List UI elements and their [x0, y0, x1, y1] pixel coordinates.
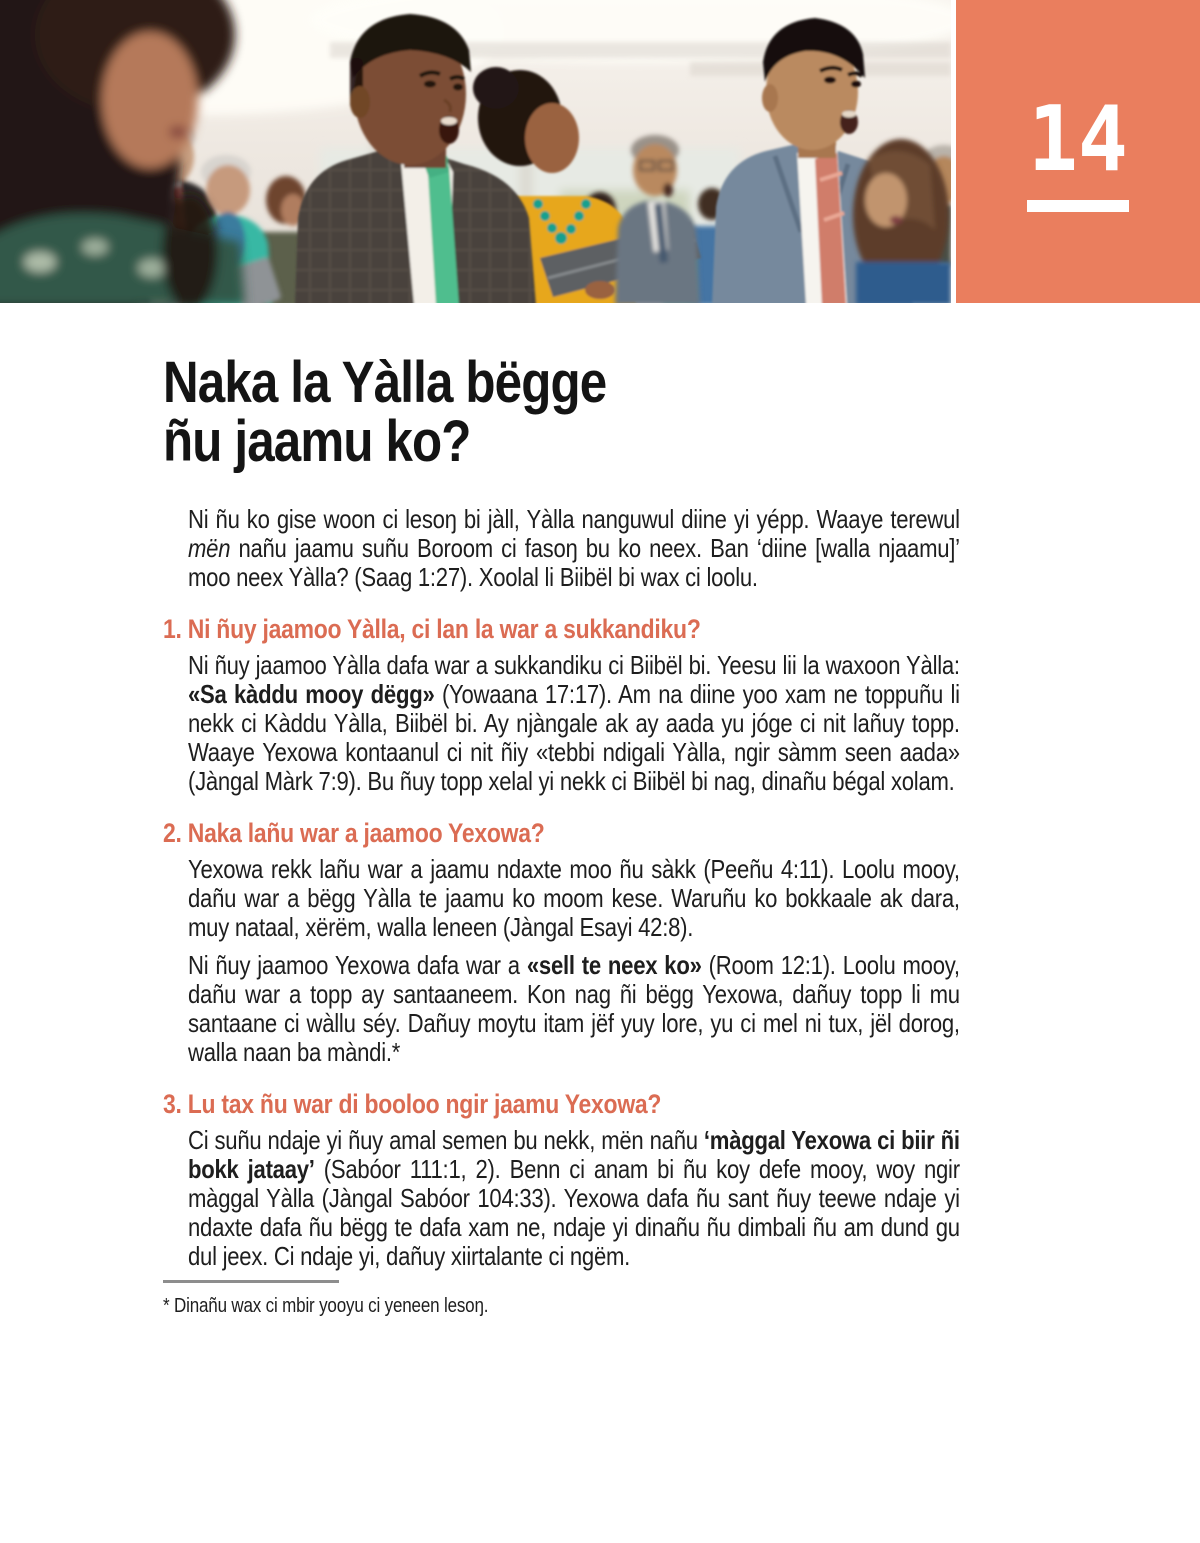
section-1-paragraph-1: Ni ñuy jaamoo Yàlla dafa war a sukkandiku ci Biibël bi. Yeesu lii la waxoon Yàlla: «Sa kàddu mooy dëgg» (Yowaana 17:17). Am na diine yoo xam ne toppuñu li nekk ci Kàddu Yàlla, Biibël bi. Ay njàngale ak ay aada yu jóge ci nit lañuy topp. Waaye Yexowa kontaanul ci nit ñiy «tebbi ndigali Yàlla, ngir sàmm seen aada» (Jàngal Màrk 7:9). Bu ñuy topp xelal yi nekk ci Biibël bi nag, dinañu bégal xolam.: [188, 650, 960, 796]
intro-paragraph: Ni ñu ko gise woon ci lesoŋ bi jàll, Yàlla nanguwul diine yi yépp. Waaye terewul mën nañu jaamu suñu Boroom ci fasoŋ bu ko neex. Ban ‘diine [walla njaamu]’ moo neex Yàlla? (Saag 1:27). Xoolal li Biibël bi wax ci loolu.: [188, 504, 960, 592]
page-title-line-2: ñu jaamu ko?: [163, 409, 471, 474]
section-2-heading: 2. Naka lañu war a jaamoo Yexowa?: [163, 818, 545, 848]
section-3: [163, 1076, 960, 1271]
section-2: [163, 805, 960, 1067]
page-title-line-1: Naka la Yàlla bëgge: [163, 350, 607, 415]
lesson-number-badge: [956, 0, 1200, 303]
section-2-paragraph-1: Yexowa rekk lañu war a jaamu ndaxte moo ñu sàkk (Peeñu 4:11). Loolu mooy, dañu war a bëgg Yàlla te jaamu ko moom kese. Waruñu ko bokkaale ak dara, muy nataal, xërëm, walla leneen (Jàngal Esayi 42:8).: [188, 854, 960, 942]
congregation-photo-illustration: [0, 0, 951, 303]
header-photo: [0, 0, 951, 303]
section-3-paragraph-1: Ci suñu ndaje yi ñuy amal semen bu nekk, mën nañu ‘màggal Yexowa ci biir ñi bokk jataay’ (Sabóor 111:1, 2). Benn ci anam bi ñu koy defe mooy, woy ngir màggal Yàlla (Jàngal Sabóor 104:33). Yexowa dafa ñu sant ñuy teewe ndaje yi ndaxte dafa ñu bëgg te dafa xam ne, ndaje yi dinañu ñu dimbali ñu am dund gu dul jeex. Ci ndaje yi, dañuy xiirtalante ci ngëm.: [188, 1125, 960, 1271]
lesson-content: [0, 303, 1200, 1318]
right-brown-hair-woman: [853, 139, 951, 303]
lesson-number: 14: [1028, 87, 1128, 192]
footnote-text: * Dinañu wax ci mbir yooyu ci yeneen lesoŋ.: [163, 1295, 489, 1317]
section-1-heading: 1. Ni ñuy jaamoo Yàlla, ci lan la war a sukkandiku?: [163, 614, 701, 644]
section-2-paragraph-2: Ni ñuy jaamoo Yexowa dafa war a «sell te neex ko» (Room 12:1). Loolu mooy, dañu war a topp ay santaaneem. Kon nag ñi bëgg Yexowa, dañuy topp li mu santaane ci wàllu séy. Dañuy moytu itam jëf yuy lore, yu ci mel ni tux, jël dorog, walla naan ba màndi.*: [188, 950, 960, 1067]
section-3-heading: 3. Lu tax ñu war di booloo ngir jaamu Yexowa?: [163, 1089, 662, 1119]
section-1: [163, 601, 960, 796]
page-title: [163, 303, 840, 474]
lesson-number-underline: [1027, 200, 1129, 212]
footnote-divider: [163, 1280, 339, 1283]
page-header: [0, 0, 1200, 303]
